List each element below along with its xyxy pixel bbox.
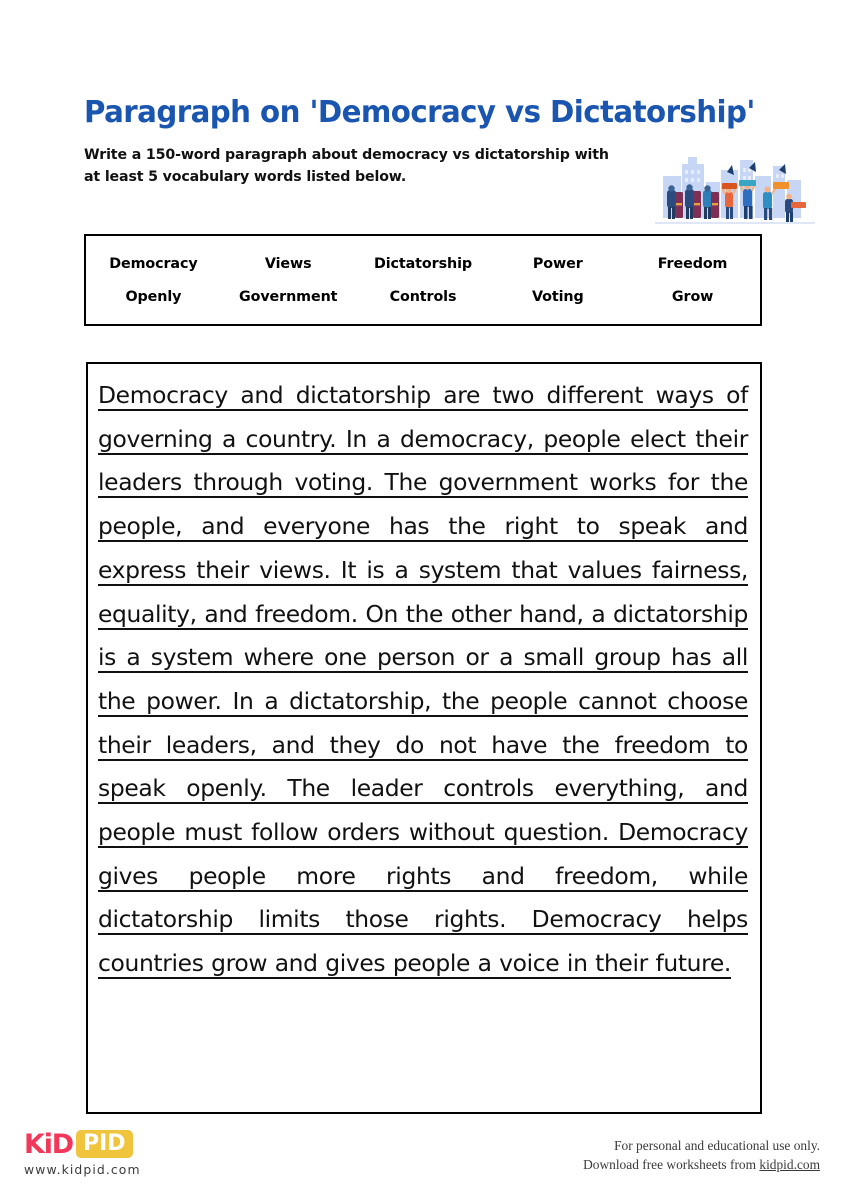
vocabulary-table xyxy=(84,234,762,326)
footer-note-line2 xyxy=(583,1155,820,1174)
vocabulary-row xyxy=(86,289,760,305)
vocabulary-word: Power xyxy=(532,255,583,272)
vocabulary-row xyxy=(86,256,760,272)
vocabulary-word: Government xyxy=(238,288,338,305)
protest-illustration xyxy=(655,146,815,230)
vocabulary-word: Controls xyxy=(389,288,457,305)
vocabulary-word: Democracy xyxy=(109,255,198,272)
vocabulary-word: Grow xyxy=(671,288,714,305)
vocabulary-word: Freedom xyxy=(657,255,728,272)
brand-logo xyxy=(24,1129,224,1177)
kidpid-link[interactable]: kidpid.com xyxy=(759,1157,820,1173)
footer-usage-note xyxy=(583,1136,820,1175)
logo-pid-badge: PID xyxy=(76,1130,133,1158)
vocabulary-word: Views xyxy=(264,255,312,272)
instructions-text: Write a 150-word paragraph about democracy vs dictatorship with at least 5 vocabulary words listed below. xyxy=(84,146,609,185)
vocabulary-word: Openly xyxy=(125,288,182,305)
answer-text: Democracy and dictatorship are two different ways of governing a country. In a democracy, people elect their leaders through voting. The government works for the people, and everyone has the right to speak and express their views. It is a system that values fairness, equality, and freedom. On the other hand, a dictatorship is a system where one person or a small group has all the power. In a dictatorship, the people cannot choose their leaders, and they do not have the freedom to speak openly. The leader controls everything, and people must follow orders without question. Democracy gives people more rights and freedom, while dictatorship limits those rights. Democracy helps countries grow and gives people a voice in their future. xyxy=(98,381,748,978)
site-url: www.kidpid.com xyxy=(24,1162,141,1177)
vocabulary-word: Voting xyxy=(531,288,584,305)
logo-wordmark xyxy=(24,1129,224,1159)
page-title: Paragraph on 'Democracy vs Dictatorship' xyxy=(84,95,755,130)
footer-note-prefix: Download free worksheets from xyxy=(583,1157,760,1173)
vocabulary-word: Dictatorship xyxy=(373,255,473,272)
footer-note-line1: For personal and educational use only. xyxy=(614,1138,820,1153)
answer-box[interactable] xyxy=(86,362,762,1114)
logo-kid-text: KiD xyxy=(24,1128,73,1160)
